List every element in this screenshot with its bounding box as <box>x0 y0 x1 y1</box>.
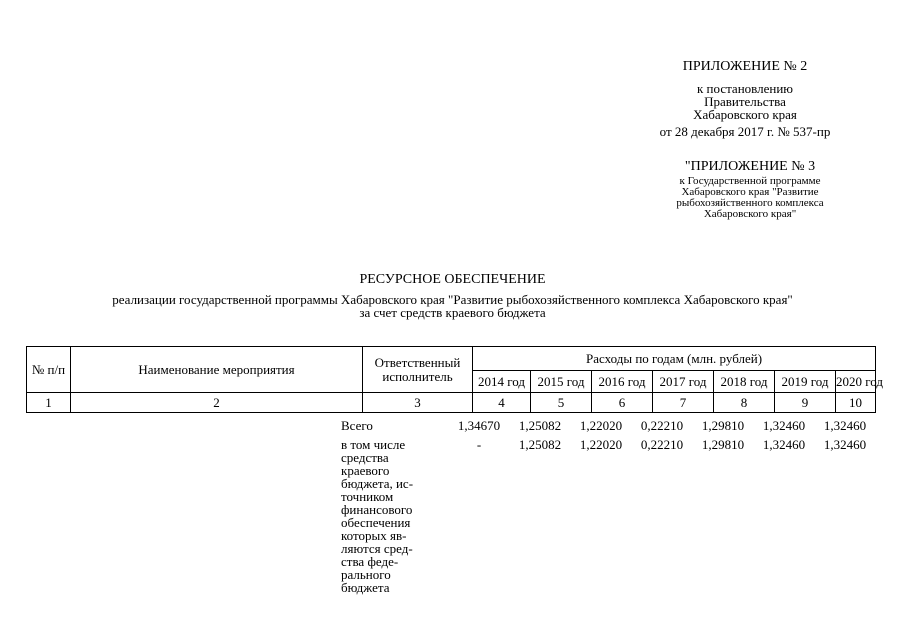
resource-table-header <box>26 346 883 413</box>
column-number: 9 <box>775 393 836 413</box>
attachment-3-block <box>640 160 860 220</box>
row-label-line: бюджета <box>341 580 390 595</box>
header-year: 2016 год <box>592 371 653 393</box>
attachment-2-line: Правительства <box>704 94 786 109</box>
row-label-line: обеспечения <box>341 515 411 530</box>
row-label-line: в том числе <box>341 437 406 452</box>
row-label-line: ства феде- <box>341 554 399 569</box>
table-cell: 1,25082 <box>518 418 562 433</box>
header-year: 2014 год <box>473 371 531 393</box>
table-cell: 1,34670 <box>457 418 501 433</box>
table-cell: 1,32460 <box>762 437 806 452</box>
row-label-federal <box>341 438 446 594</box>
header-year: 2018 год <box>714 371 775 393</box>
attachment-3-title: "ПРИЛОЖЕНИЕ № 3 <box>684 159 816 174</box>
table-cell: 1,22020 <box>579 437 623 452</box>
document-title <box>20 272 885 319</box>
table-cell: 0,22210 <box>640 437 684 452</box>
table-cell: - <box>476 437 482 452</box>
column-number: 10 <box>836 393 876 413</box>
attachment-3-line: к Государственной программе <box>679 175 821 187</box>
header-num: № п/п <box>27 347 71 393</box>
row-label-total: Всего <box>341 418 373 433</box>
header-year: 2017 год <box>653 371 714 393</box>
row-label-line: которых яв- <box>341 528 407 543</box>
table-cell: 1,29810 <box>701 437 745 452</box>
document-subtitle-2: за счет средств краевого бюджета <box>359 305 546 320</box>
header-year: 2020 год <box>836 371 876 393</box>
table-cell: 1,22020 <box>579 418 623 433</box>
attachment-2-line: к постановлению <box>696 81 794 96</box>
row-label-line: средства <box>341 450 389 465</box>
header-executor: Ответственный исполнитель <box>363 347 473 393</box>
table-cell: 1,25082 <box>518 437 562 452</box>
table-cell: 0,22210 <box>640 418 684 433</box>
table-cell: 1,32460 <box>823 437 867 452</box>
row-label-line: точником <box>341 489 394 504</box>
column-number: 1 <box>27 393 71 413</box>
column-number: 6 <box>592 393 653 413</box>
header-year: 2015 год <box>531 371 592 393</box>
column-number: 8 <box>714 393 775 413</box>
row-label-line: краевого <box>341 463 390 478</box>
document-heading: РЕСУРСНОЕ ОБЕСПЕЧЕНИЕ <box>359 272 546 287</box>
attachment-2-date: от 28 декабря 2017 г. № 537-пр <box>659 124 831 139</box>
document-subtitle: реализации государственной программы Хабаровского края "Развитие рыбохозяйственного комплекса Хабаровского края" <box>112 292 793 307</box>
attachment-2-line: Хабаровского края <box>693 107 797 122</box>
header-expenses: Расходы по годам (млн. рублей) <box>473 347 876 371</box>
column-number: 4 <box>473 393 531 413</box>
attachment-3-line: рыбохозяйственного комплекса <box>676 197 824 209</box>
column-number: 5 <box>531 393 592 413</box>
row-label-line: бюджета, ис- <box>341 476 414 491</box>
column-number: 3 <box>363 393 473 413</box>
attachment-2-title: ПРИЛОЖЕНИЕ № 2 <box>682 59 808 74</box>
column-number: 7 <box>653 393 714 413</box>
attachment-3-line: Хабаровского края" <box>703 208 797 220</box>
row-label-line: ляются сред- <box>341 541 413 556</box>
table-cell: 1,32460 <box>762 418 806 433</box>
header-name: Наименование мероприятия <box>71 347 363 393</box>
header-year: 2019 год <box>775 371 836 393</box>
row-label-line: рального <box>341 567 391 582</box>
table-cell: 1,32460 <box>823 418 867 433</box>
attachment-2-block <box>640 60 850 138</box>
row-label-line: финансового <box>341 502 413 517</box>
table-cell: 1,29810 <box>701 418 745 433</box>
attachment-3-line: Хабаровского края "Развитие <box>681 186 819 198</box>
column-number: 2 <box>71 393 363 413</box>
